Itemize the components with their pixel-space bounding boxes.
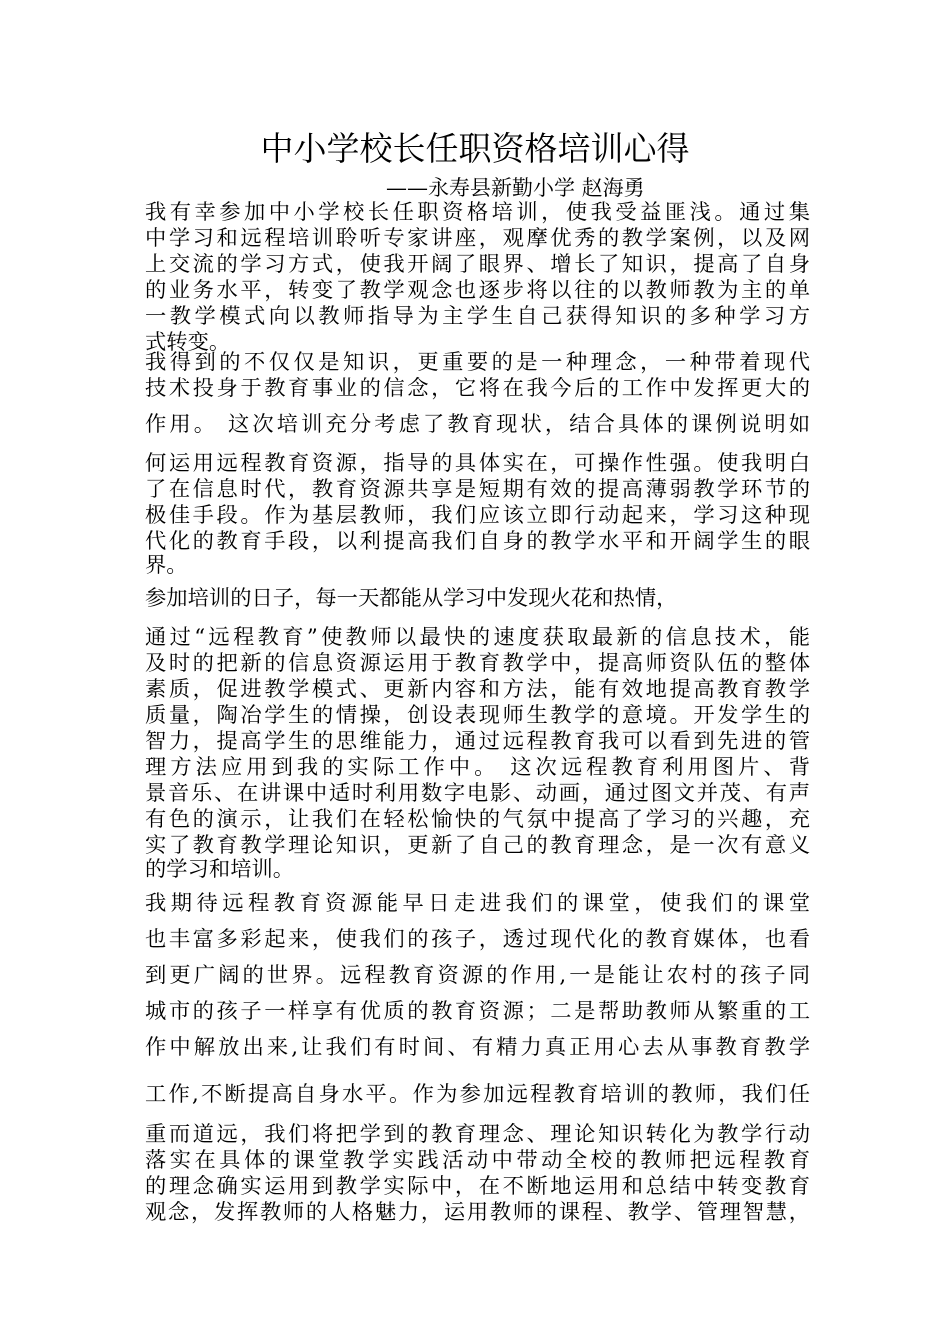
text-line: 有色的演示，让我们在轻松愉快的气氛中提高了学习的兴趣，充 bbox=[145, 807, 810, 832]
text-line: 智力，提高学生的思维能力，通过远程教育我可以看到先进的管 bbox=[145, 729, 810, 754]
text-line: 景音乐、在讲课中适时利用数字电影、动画，通过图文并茂、有声 bbox=[145, 781, 810, 806]
document-author: ——永寿县新勤小学 赵海勇 bbox=[386, 176, 645, 200]
document-title: 中小学校长任职资格培训心得 bbox=[260, 129, 690, 168]
text-line: 技术投身于教育事业的信念，它将在我今后的工作中发挥更大的 bbox=[145, 376, 810, 401]
text-line: 代化的教育手段，以利提高我们自身的教学水平和开阔学生的眼 bbox=[145, 529, 810, 554]
text-line: 的理念确实运用到教学实际中，在不断地运用和总结中转变教育 bbox=[145, 1174, 810, 1199]
text-line: 何运用远程教育资源，指导的具体实在，可操作性强。使我明白 bbox=[145, 451, 810, 476]
text-line: 实了教育教学理论知识，更新了自己的教育理念，是一次有意义 bbox=[145, 833, 810, 858]
text-line: 作中解放出来,让我们有时间、有精力真正用心去从事教育教学 bbox=[145, 1035, 810, 1060]
text-line: 我有幸参加中小学校长任职资格培训，使我受益匪浅。通过集 bbox=[145, 200, 810, 225]
text-line: 观念，发挥教师的人格魅力，运用教师的课程、教学、管理智慧， bbox=[145, 1200, 810, 1225]
text-line: 素质，促进教学模式、更新内容和方法，能有效地提高教育教学 bbox=[145, 677, 810, 702]
text-line: 界。 bbox=[145, 553, 188, 578]
text-line: 参加培训的日子，每一天都能从学习中发现火花和热情， bbox=[145, 586, 678, 611]
text-line: 一教学模式向以教师指导为主学生自己获得知识的多种学习方 bbox=[145, 304, 810, 329]
text-line: 质量，陶冶学生的情操，创设表现师生教学的意境。开发学生的 bbox=[145, 703, 810, 728]
text-line: 极佳手段。作为基层教师，我们应该立即行动起来，学习这种现 bbox=[145, 503, 810, 528]
text-line: 通过“远程教育”使教师以最快的速度获取最新的信息技术，能 bbox=[145, 625, 810, 650]
text-line: 也丰富多彩起来，使我们的孩子，透过现代化的教育媒体，也看 bbox=[145, 927, 810, 952]
text-line: 重而道远，我们将把学到的教育理念、理论知识转化为教学行动 bbox=[145, 1122, 810, 1147]
text-line: 的学习和培训。 bbox=[145, 857, 295, 882]
text-line: 及时的把新的信息资源运用于教育教学中，提高师资队伍的整体 bbox=[145, 651, 810, 676]
text-line: 作用。 这次培训充分考虑了教育现状，结合具体的课例说明如 bbox=[145, 412, 810, 437]
text-line: 我期待远程教育资源能早日走进我们的课堂，使我们的课堂 bbox=[145, 891, 810, 916]
text-line: 中学习和远程培训聆听专家讲座，观摩优秀的教学案例，以及网 bbox=[145, 226, 810, 251]
text-line: 我得到的不仅仅是知识，更重要的是一种理念，一种带着现代 bbox=[145, 350, 810, 375]
text-line: 的业务水平，转变了教学观念也逐步将以往的以教师教为主的单 bbox=[145, 278, 810, 303]
text-line: 上交流的学习方式，使我开阔了眼界、增长了知识，提高了自身 bbox=[145, 252, 810, 277]
text-line: 到更广阔的世界。远程教育资源的作用,一是能让农村的孩子同 bbox=[145, 963, 810, 988]
text-line: 落实在具体的课堂教学实践活动中带动全校的教师把远程教育 bbox=[145, 1148, 810, 1173]
text-line: 理方法应用到我的实际工作中。 这次远程教育利用图片、背 bbox=[145, 755, 810, 780]
text-line: 了在信息时代，教育资源共享是短期有效的提高薄弱教学环节的 bbox=[145, 477, 810, 502]
text-line: 工作,不断提高自身水平。作为参加远程教育培训的教师，我们任 bbox=[145, 1082, 810, 1107]
text-line: 城市的孩子一样享有优质的教育资源；二是帮助教师从繁重的工 bbox=[145, 999, 810, 1024]
text-line: 式转变。 bbox=[145, 330, 231, 355]
